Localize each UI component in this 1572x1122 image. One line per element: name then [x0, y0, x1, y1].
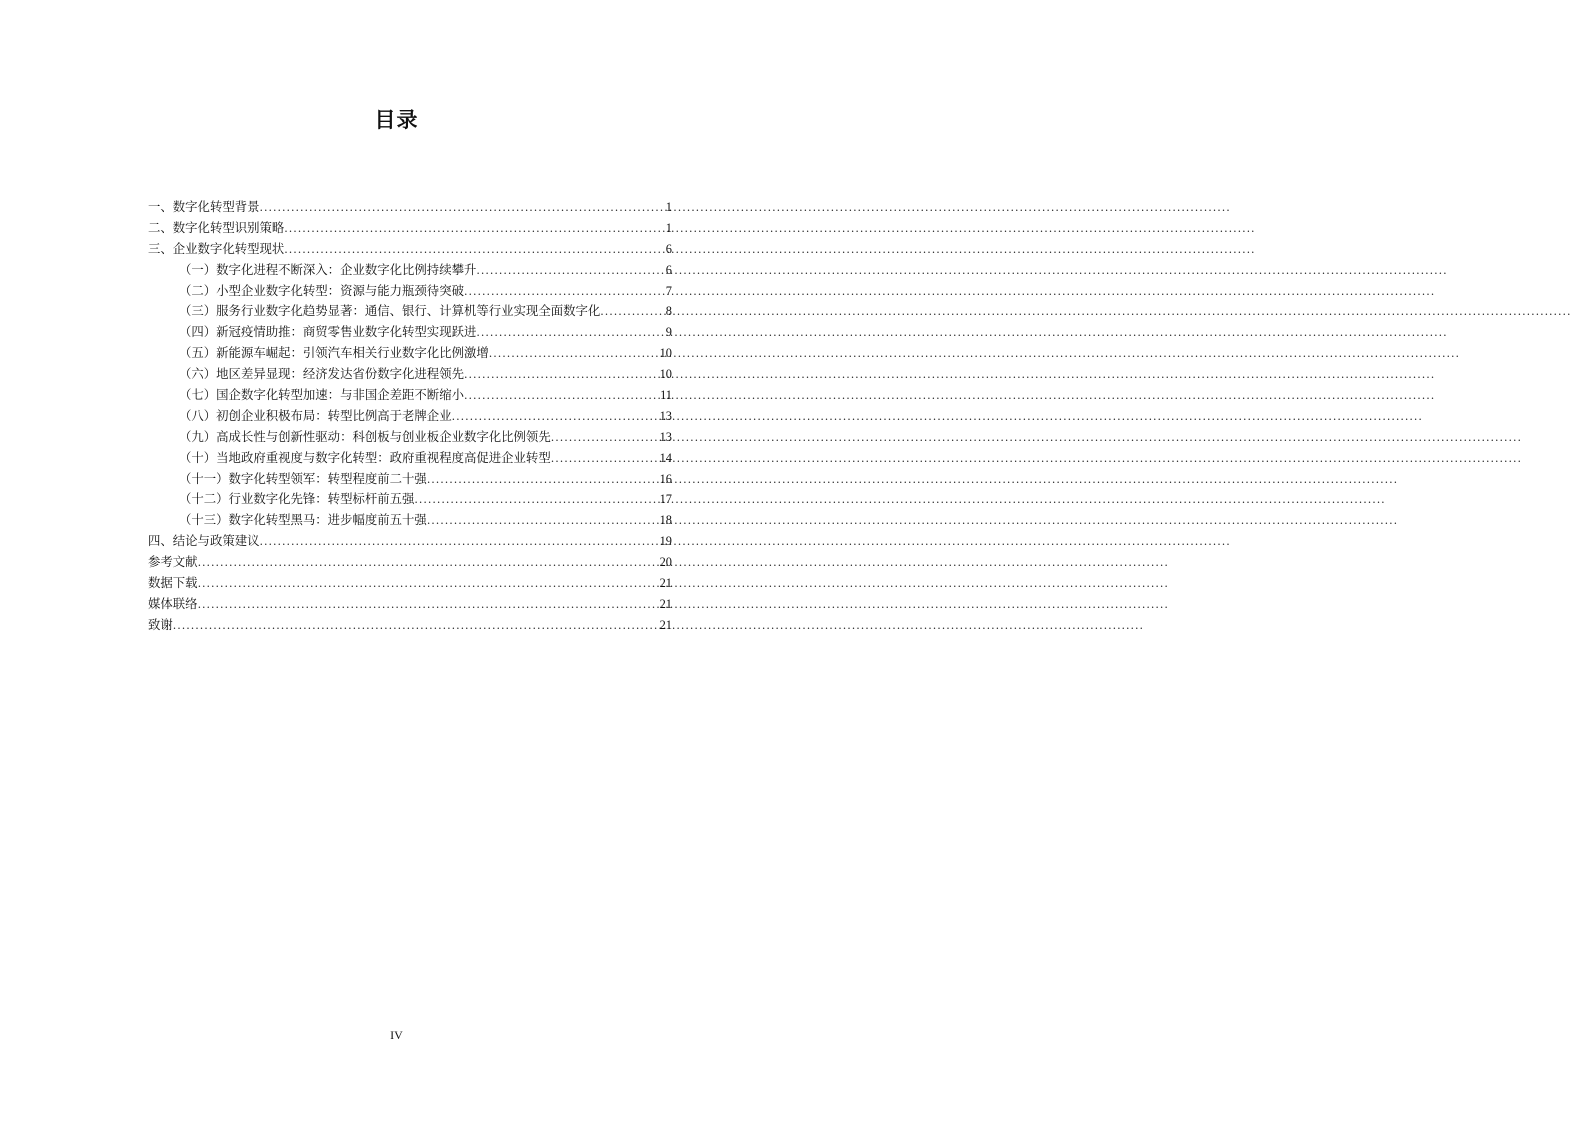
toc-entry-page-number: 21 — [659, 576, 672, 591]
toc-entry-page-number: 8 — [665, 304, 672, 319]
toc-entry-page-number: 20 — [659, 555, 672, 570]
toc-entry-page-number: 10 — [659, 367, 672, 382]
toc-entry-page-number: 7 — [665, 283, 672, 298]
toc-dot-leader — [198, 553, 660, 574]
toc-entry-title: 一、数字化转型背景 — [148, 199, 260, 214]
toc-entry-title: （六）地区差异显现：经济发达省份数字化进程领先 — [179, 366, 464, 382]
toc-entry-title: （十一）数字化转型领军：转型程度前二十强 — [179, 470, 427, 486]
toc-entry-title: 致谢 — [148, 616, 173, 632]
toc-dot-leader — [464, 365, 660, 386]
toc-entry[interactable] — [148, 322, 672, 343]
toc-entry[interactable] — [148, 281, 672, 302]
toc-entry-title: 三、企业数字化转型现状 — [148, 240, 285, 256]
toc-entry-title: 参考文献 — [148, 554, 198, 570]
toc-entry[interactable] — [148, 301, 672, 322]
toc-dot-leader — [600, 302, 666, 323]
toc-dot-leader — [551, 428, 660, 449]
toc-entry[interactable] — [148, 510, 672, 531]
toc-dot-leader — [427, 470, 660, 491]
toc-entry[interactable] — [148, 448, 672, 469]
toc-entry-title: （十三）数字化转型黑马：进步幅度前五十强 — [179, 512, 427, 528]
toc-entry-page-number: 6 — [665, 262, 672, 277]
toc-entry-page-number: 11 — [660, 388, 672, 403]
toc-entry-title: （十）当地政府重视度与数字化转型：政府重视程度高促进企业转型 — [179, 449, 551, 465]
toc-dot-leader — [414, 490, 659, 511]
toc-entry[interactable] — [148, 594, 672, 615]
page-title: 目录 — [374, 108, 419, 132]
toc-dot-leader — [284, 219, 666, 240]
toc-entry[interactable] — [148, 573, 672, 594]
toc-entry-page-number: 14 — [659, 450, 672, 465]
toc-dot-leader — [476, 323, 665, 344]
toc-entry-title: 数据下载 — [148, 575, 198, 591]
toc-entry-page-number: 1 — [665, 220, 672, 235]
toc-entry[interactable] — [148, 260, 672, 281]
toc-dot-leader — [260, 532, 660, 553]
toc-entry[interactable] — [148, 489, 672, 510]
toc-entry-title: 四、结论与政策建议 — [148, 533, 260, 549]
toc-entry-page-number: 18 — [659, 513, 672, 528]
toc-entry[interactable] — [148, 531, 672, 552]
toc-dot-leader — [198, 574, 660, 595]
toc-dot-leader — [476, 261, 665, 282]
toc-entry-page-number: 1 — [665, 200, 672, 214]
toc-entry-title: （八）初创企业积极布局：转型比例高于老牌企业 — [179, 407, 452, 423]
toc-entry-page-number: 10 — [659, 346, 672, 361]
toc-entry[interactable] — [148, 364, 672, 385]
toc-dot-leader — [198, 595, 660, 616]
toc-entry-title: （五）新能源车崛起：引领汽车相关行业数字化比例激增 — [179, 345, 489, 361]
toc-dot-leader — [464, 282, 666, 303]
toc-entry-page-number: 9 — [665, 325, 672, 340]
toc-entry[interactable] — [148, 552, 672, 573]
toc-entry-title: （三）服务行业数字化趋势显著：通信、银行、计算机等行业实现全面数字化 — [179, 303, 601, 319]
toc-entry-page-number: 13 — [659, 429, 672, 444]
toc-entry-title: （四）新冠疫情助推：商贸零售业数字化转型实现跃进 — [179, 324, 477, 340]
toc-entry[interactable] — [148, 469, 672, 490]
toc-entry-title: （九）高成长性与创新性驱动：科创板与创业板企业数字化比例领先 — [179, 428, 551, 444]
toc-dot-leader — [489, 344, 660, 365]
toc-entry-title: （十二）行业数字化先锋：转型标杆前五强 — [179, 491, 415, 507]
toc-entry[interactable] — [148, 343, 672, 364]
toc-entry-title: （一）数字化进程不断深入：企业数字化比例持续攀升 — [179, 261, 477, 277]
toc-dot-leader — [284, 240, 666, 261]
toc-dot-leader — [427, 511, 660, 532]
toc-entry-title: （二）小型企业数字化转型：资源与能力瓶颈待突破 — [179, 282, 464, 298]
toc-entry-page-number: 21 — [659, 596, 672, 611]
toc-entry[interactable] — [148, 239, 672, 260]
toc-entry-page-number: 6 — [665, 241, 672, 256]
toc-entry-title: （七）国企数字化转型加速：与非国企差距不断缩小 — [179, 387, 464, 403]
toc-entry[interactable] — [148, 385, 672, 406]
toc-entry-title: 二、数字化转型识别策略 — [148, 219, 285, 235]
toc-entry[interactable] — [148, 406, 672, 427]
toc-entry[interactable] — [148, 197, 672, 218]
toc-entry-page-number: 17 — [659, 492, 672, 507]
toc-dot-leader — [464, 386, 660, 407]
toc-entry-title: 媒体联络 — [148, 595, 198, 611]
toc-entry-page-number: 16 — [659, 471, 672, 486]
toc-entry-page-number: 21 — [659, 617, 672, 632]
toc-entry-page-number: 13 — [659, 408, 672, 423]
table-of-contents — [148, 197, 672, 636]
toc-entry[interactable] — [148, 615, 672, 636]
toc-entry-page-number: 19 — [659, 534, 672, 549]
toc-dot-leader — [260, 198, 666, 219]
toc-dot-leader — [173, 616, 660, 637]
toc-entry[interactable] — [148, 427, 672, 448]
toc-entry[interactable] — [148, 218, 672, 239]
toc-dot-leader — [452, 407, 660, 428]
toc-dot-leader — [551, 449, 660, 470]
page-number: IV — [390, 1028, 403, 1042]
